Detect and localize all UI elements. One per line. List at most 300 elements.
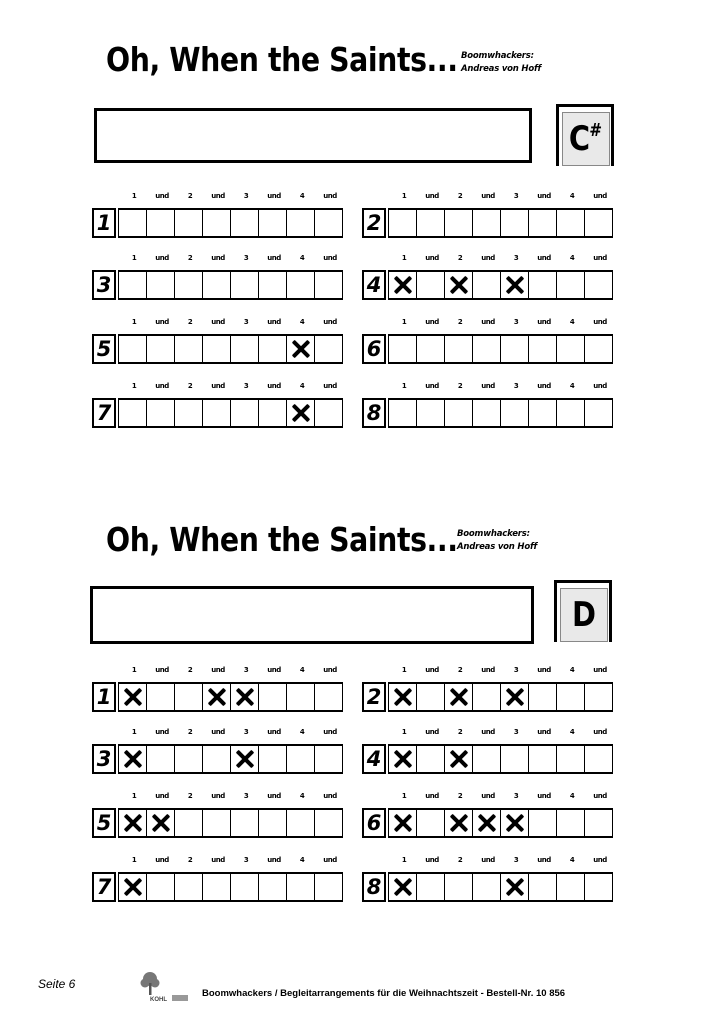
beat-count: 3 <box>243 728 249 736</box>
beat-cell-x-mark[interactable] <box>230 746 258 772</box>
beat-count: und <box>481 318 495 326</box>
measure-2 <box>362 190 614 242</box>
beat-cell-x-mark[interactable] <box>388 746 416 772</box>
beat-cell-x-mark[interactable] <box>118 810 146 836</box>
beat-count: 4 <box>299 254 305 262</box>
beat-count: 3 <box>513 382 519 390</box>
beat-cell[interactable] <box>584 810 612 836</box>
beat-cell-x-mark[interactable] <box>118 746 146 772</box>
beat-count: und <box>425 254 439 262</box>
beat-cell[interactable] <box>444 336 472 362</box>
beat-cell-x-mark[interactable] <box>472 810 500 836</box>
beat-cell[interactable] <box>472 874 500 900</box>
measure-6 <box>362 316 614 368</box>
beat-count: und <box>593 318 607 326</box>
beat-count: 4 <box>569 382 575 390</box>
beat-cell[interactable] <box>314 810 342 836</box>
beat-cell[interactable] <box>202 336 230 362</box>
beat-count: und <box>155 792 169 800</box>
beat-cell[interactable] <box>202 272 230 298</box>
beat-cell[interactable] <box>146 874 174 900</box>
beat-cell-x-mark[interactable] <box>146 810 174 836</box>
beat-count: 2 <box>457 728 463 736</box>
beat-cell[interactable] <box>258 684 286 710</box>
measure-number: 6 <box>362 334 386 364</box>
beat-counts <box>120 790 344 802</box>
beat-count: und <box>155 254 169 262</box>
beat-cells <box>388 270 613 300</box>
beat-cell[interactable] <box>444 400 472 426</box>
beat-count: 1 <box>401 856 407 864</box>
beat-counts <box>120 664 344 676</box>
beat-count: 1 <box>401 382 407 390</box>
beat-counts <box>390 664 614 676</box>
credits <box>461 50 541 76</box>
beat-cell[interactable] <box>584 400 612 426</box>
beat-counts <box>120 190 344 202</box>
beat-cell-x-mark[interactable] <box>444 272 472 298</box>
beat-cell[interactable] <box>230 210 258 236</box>
beat-cell[interactable] <box>472 400 500 426</box>
beat-cell[interactable] <box>416 746 444 772</box>
beat-count: und <box>323 792 337 800</box>
beat-count: und <box>593 728 607 736</box>
beat-cells <box>118 872 343 902</box>
beat-count: und <box>323 728 337 736</box>
beat-cell[interactable] <box>202 400 230 426</box>
beat-cell-x-mark[interactable] <box>388 684 416 710</box>
beat-count: und <box>155 728 169 736</box>
beat-cell[interactable] <box>174 400 202 426</box>
beat-cell[interactable] <box>556 810 584 836</box>
beat-cell[interactable] <box>556 272 584 298</box>
beat-counts <box>390 252 614 264</box>
beat-cell[interactable] <box>528 746 556 772</box>
beat-cell[interactable] <box>314 272 342 298</box>
beat-cell[interactable] <box>388 400 416 426</box>
beat-cells <box>118 744 343 774</box>
beat-cell[interactable] <box>556 336 584 362</box>
measure-7 <box>92 854 344 906</box>
beat-cell[interactable] <box>528 810 556 836</box>
beat-count: und <box>425 666 439 674</box>
beat-cell-x-mark[interactable] <box>286 336 314 362</box>
measure-number: 3 <box>92 744 116 774</box>
beat-count: 1 <box>401 666 407 674</box>
beat-cell[interactable] <box>230 336 258 362</box>
beat-count: 1 <box>131 666 137 674</box>
beat-count: und <box>323 192 337 200</box>
beat-count: und <box>425 728 439 736</box>
beat-counts <box>390 726 614 738</box>
beat-count: und <box>537 792 551 800</box>
beat-cell[interactable] <box>584 210 612 236</box>
beat-cell[interactable] <box>416 400 444 426</box>
key-note: C <box>569 119 591 159</box>
beat-cell-x-mark[interactable] <box>286 400 314 426</box>
beat-cell[interactable] <box>118 400 146 426</box>
beat-cell[interactable] <box>174 874 202 900</box>
beat-count: 1 <box>131 792 137 800</box>
beat-cell[interactable] <box>472 746 500 772</box>
beat-cell[interactable] <box>584 336 612 362</box>
beat-count: und <box>267 856 281 864</box>
beat-counts <box>120 726 344 738</box>
beat-cell[interactable] <box>584 684 612 710</box>
beat-cell[interactable] <box>146 746 174 772</box>
beat-cell[interactable] <box>174 272 202 298</box>
beat-cell[interactable] <box>230 874 258 900</box>
beat-cell[interactable] <box>174 684 202 710</box>
beat-count: und <box>155 666 169 674</box>
beat-cells <box>388 744 613 774</box>
beat-count: und <box>211 318 225 326</box>
beat-cell[interactable] <box>258 874 286 900</box>
beat-count: 1 <box>401 192 407 200</box>
measure-3 <box>92 726 344 778</box>
beat-cell-x-mark[interactable] <box>118 684 146 710</box>
beat-cell-x-mark[interactable] <box>388 874 416 900</box>
beat-cell[interactable] <box>258 210 286 236</box>
beat-cell-x-mark[interactable] <box>230 684 258 710</box>
beat-count: 3 <box>243 666 249 674</box>
measure-number: 4 <box>362 270 386 300</box>
beat-count: und <box>267 318 281 326</box>
beat-cell[interactable] <box>146 336 174 362</box>
beat-cell[interactable] <box>286 684 314 710</box>
beat-count: 4 <box>569 856 575 864</box>
beat-cell[interactable] <box>528 684 556 710</box>
beat-cell[interactable] <box>500 210 528 236</box>
key-label <box>569 119 602 159</box>
measure-6 <box>362 790 614 842</box>
beat-count: 2 <box>187 856 193 864</box>
beat-count: 3 <box>513 192 519 200</box>
beat-cell[interactable] <box>444 210 472 236</box>
beat-counts <box>120 854 344 866</box>
measure-7 <box>92 380 344 432</box>
measure-number: 7 <box>92 872 116 902</box>
beat-cell[interactable] <box>314 400 342 426</box>
beat-cell[interactable] <box>314 684 342 710</box>
beat-count: und <box>537 666 551 674</box>
beat-cell[interactable] <box>118 210 146 236</box>
sheet-d <box>0 476 724 946</box>
beat-cell-x-mark[interactable] <box>118 874 146 900</box>
measure-number: 1 <box>92 682 116 712</box>
beat-count: und <box>425 792 439 800</box>
credit-label: Boomwhackers: <box>461 51 534 61</box>
beat-counts <box>390 790 614 802</box>
beat-count: und <box>211 254 225 262</box>
measure-8 <box>362 380 614 432</box>
beat-cell[interactable] <box>472 272 500 298</box>
beat-count: 2 <box>457 792 463 800</box>
beat-count: 4 <box>299 318 305 326</box>
beat-counts <box>120 316 344 328</box>
beat-count: und <box>425 856 439 864</box>
beat-count: 2 <box>457 192 463 200</box>
beat-cell[interactable] <box>416 272 444 298</box>
measure-8 <box>362 854 614 906</box>
beat-cell[interactable] <box>500 336 528 362</box>
beat-cell[interactable] <box>528 400 556 426</box>
measure-1 <box>92 664 344 716</box>
beat-count: und <box>323 254 337 262</box>
beat-cell[interactable] <box>584 746 612 772</box>
credits <box>457 528 537 554</box>
beat-cells <box>118 334 343 364</box>
beat-cell[interactable] <box>314 874 342 900</box>
beat-cell[interactable] <box>174 336 202 362</box>
beat-count: 2 <box>187 254 193 262</box>
beat-count: und <box>537 254 551 262</box>
key-accidental: # <box>589 120 603 141</box>
beat-count: 1 <box>131 728 137 736</box>
measure-2 <box>362 664 614 716</box>
beat-cell[interactable] <box>556 400 584 426</box>
beat-cell[interactable] <box>528 210 556 236</box>
beat-cells <box>118 808 343 838</box>
beat-cell[interactable] <box>118 272 146 298</box>
page-number: Seite 6 <box>38 977 76 991</box>
beat-count: und <box>593 792 607 800</box>
beat-count: und <box>211 792 225 800</box>
name-field[interactable] <box>94 108 532 163</box>
beat-cell[interactable] <box>528 874 556 900</box>
beat-count: 3 <box>513 792 519 800</box>
beat-cell[interactable] <box>556 874 584 900</box>
beat-counts <box>390 190 614 202</box>
beat-count: und <box>267 666 281 674</box>
beat-cell-x-mark[interactable] <box>444 684 472 710</box>
beat-counts <box>120 252 344 264</box>
beat-count: und <box>323 318 337 326</box>
beat-cell[interactable] <box>286 272 314 298</box>
beat-count: und <box>481 192 495 200</box>
beat-count: und <box>267 254 281 262</box>
beat-count: 1 <box>401 728 407 736</box>
credit-name: Andreas von Hoff <box>457 542 537 552</box>
beat-cell[interactable] <box>556 746 584 772</box>
beat-cell[interactable] <box>202 874 230 900</box>
beat-cell[interactable] <box>556 684 584 710</box>
beat-count: und <box>211 192 225 200</box>
measure-1 <box>92 190 344 242</box>
beat-cell-x-mark[interactable] <box>388 810 416 836</box>
beat-count: 2 <box>187 192 193 200</box>
beat-cell[interactable] <box>286 746 314 772</box>
key-box <box>556 104 616 168</box>
beat-cell[interactable] <box>258 746 286 772</box>
beat-cell[interactable] <box>416 810 444 836</box>
beat-cell[interactable] <box>174 746 202 772</box>
beat-cell[interactable] <box>230 272 258 298</box>
beat-cell[interactable] <box>500 400 528 426</box>
beat-count: und <box>155 382 169 390</box>
beat-count: und <box>481 382 495 390</box>
beat-count: 3 <box>513 254 519 262</box>
beat-cell-x-mark[interactable] <box>500 810 528 836</box>
name-field[interactable] <box>90 586 534 644</box>
beat-count: 2 <box>457 254 463 262</box>
beat-count: 2 <box>457 666 463 674</box>
beat-cell[interactable] <box>416 874 444 900</box>
beat-count: und <box>481 792 495 800</box>
beat-cell-x-mark[interactable] <box>500 272 528 298</box>
beat-cell[interactable] <box>202 746 230 772</box>
beat-count: und <box>211 666 225 674</box>
beat-cell[interactable] <box>314 336 342 362</box>
beat-count: und <box>323 382 337 390</box>
beat-counts <box>390 316 614 328</box>
beat-cell[interactable] <box>202 210 230 236</box>
beat-cell[interactable] <box>258 336 286 362</box>
beat-cell[interactable] <box>286 210 314 236</box>
key-note: D <box>572 595 597 635</box>
beat-cell[interactable] <box>416 684 444 710</box>
beat-cells <box>388 208 613 238</box>
beat-count: und <box>211 382 225 390</box>
beat-cell[interactable] <box>500 746 528 772</box>
beat-count: 4 <box>569 318 575 326</box>
beat-cell[interactable] <box>388 210 416 236</box>
key-label <box>572 595 595 635</box>
beat-cell[interactable] <box>146 210 174 236</box>
beat-cell[interactable] <box>472 684 500 710</box>
beat-cell[interactable] <box>258 400 286 426</box>
measure-5 <box>92 316 344 368</box>
beat-count: 4 <box>299 728 305 736</box>
beat-cell[interactable] <box>416 210 444 236</box>
beat-cell[interactable] <box>230 810 258 836</box>
beat-cell[interactable] <box>416 336 444 362</box>
beat-count: 3 <box>243 792 249 800</box>
beat-count: und <box>593 254 607 262</box>
beat-count: und <box>537 856 551 864</box>
beat-count: und <box>537 382 551 390</box>
beat-cell-x-mark[interactable] <box>500 874 528 900</box>
beat-count: 3 <box>513 856 519 864</box>
measure-number: 4 <box>362 744 386 774</box>
measure-number: 6 <box>362 808 386 838</box>
beat-count: 4 <box>299 792 305 800</box>
beat-cell[interactable] <box>314 210 342 236</box>
beat-cell[interactable] <box>174 810 202 836</box>
beat-cell[interactable] <box>314 746 342 772</box>
measure-5 <box>92 790 344 842</box>
beat-count: 1 <box>131 254 137 262</box>
beat-count: 4 <box>299 856 305 864</box>
beat-cell[interactable] <box>584 272 612 298</box>
beat-cell[interactable] <box>146 400 174 426</box>
beat-cells <box>388 872 613 902</box>
beat-cell-x-mark[interactable] <box>444 746 472 772</box>
beat-count: 1 <box>401 318 407 326</box>
beat-count: 4 <box>299 192 305 200</box>
beat-cell[interactable] <box>230 400 258 426</box>
beat-count: und <box>481 856 495 864</box>
beat-cell[interactable] <box>528 336 556 362</box>
beat-count: und <box>593 856 607 864</box>
beat-cell[interactable] <box>258 272 286 298</box>
beat-cell[interactable] <box>146 684 174 710</box>
beat-count: 1 <box>131 318 137 326</box>
beat-count: und <box>481 666 495 674</box>
beat-cell[interactable] <box>556 210 584 236</box>
measure-4 <box>362 726 614 778</box>
key-box <box>554 580 614 644</box>
beat-count: und <box>155 192 169 200</box>
footer-text: Boomwhackers / Begleitarrangements für die Weihnachtszeit - Bestell-Nr. 10 856 <box>202 988 566 999</box>
beat-cell[interactable] <box>472 336 500 362</box>
beat-cell[interactable] <box>528 272 556 298</box>
beat-cell-x-mark[interactable] <box>202 684 230 710</box>
beat-count: und <box>267 192 281 200</box>
beat-count: 2 <box>457 856 463 864</box>
beat-count: 4 <box>569 192 575 200</box>
beat-count: 2 <box>187 792 193 800</box>
measure-number: 8 <box>362 398 386 428</box>
beat-cell-x-mark[interactable] <box>388 272 416 298</box>
beat-cells <box>388 682 613 712</box>
measure-number: 1 <box>92 208 116 238</box>
beat-count: 3 <box>243 254 249 262</box>
sheet-c-sharp <box>0 0 724 470</box>
beat-cells <box>118 682 343 712</box>
beat-count: 1 <box>131 856 137 864</box>
beat-count: 3 <box>243 318 249 326</box>
beat-count: und <box>593 666 607 674</box>
credit-label: Boomwhackers: <box>457 529 530 539</box>
beat-cell[interactable] <box>444 874 472 900</box>
beat-cell[interactable] <box>388 336 416 362</box>
beat-cell[interactable] <box>286 874 314 900</box>
beat-count: 4 <box>299 666 305 674</box>
beat-cell[interactable] <box>584 874 612 900</box>
measure-number: 5 <box>92 808 116 838</box>
measure-3 <box>92 252 344 304</box>
beat-cell[interactable] <box>174 210 202 236</box>
beat-cell[interactable] <box>472 210 500 236</box>
beat-count: und <box>481 254 495 262</box>
beat-count: und <box>211 728 225 736</box>
beat-count: 4 <box>569 728 575 736</box>
beat-cell-x-mark[interactable] <box>444 810 472 836</box>
publisher-logo <box>138 970 198 1002</box>
beat-count: 1 <box>131 382 137 390</box>
measure-number: 2 <box>362 682 386 712</box>
measure-4 <box>362 252 614 304</box>
beat-cells <box>118 208 343 238</box>
beat-cell[interactable] <box>202 810 230 836</box>
beat-count: und <box>537 728 551 736</box>
beat-count: 3 <box>513 318 519 326</box>
beat-count: 4 <box>569 792 575 800</box>
beat-cell[interactable] <box>258 810 286 836</box>
measure-number: 2 <box>362 208 386 238</box>
beat-count: 2 <box>187 382 193 390</box>
beat-count: 3 <box>243 382 249 390</box>
beat-cell[interactable] <box>118 336 146 362</box>
beat-cell-x-mark[interactable] <box>500 684 528 710</box>
beat-cell[interactable] <box>286 810 314 836</box>
beat-count: und <box>267 792 281 800</box>
beat-cells <box>388 334 613 364</box>
measure-number: 5 <box>92 334 116 364</box>
beat-cell[interactable] <box>146 272 174 298</box>
beat-count: 2 <box>187 318 193 326</box>
